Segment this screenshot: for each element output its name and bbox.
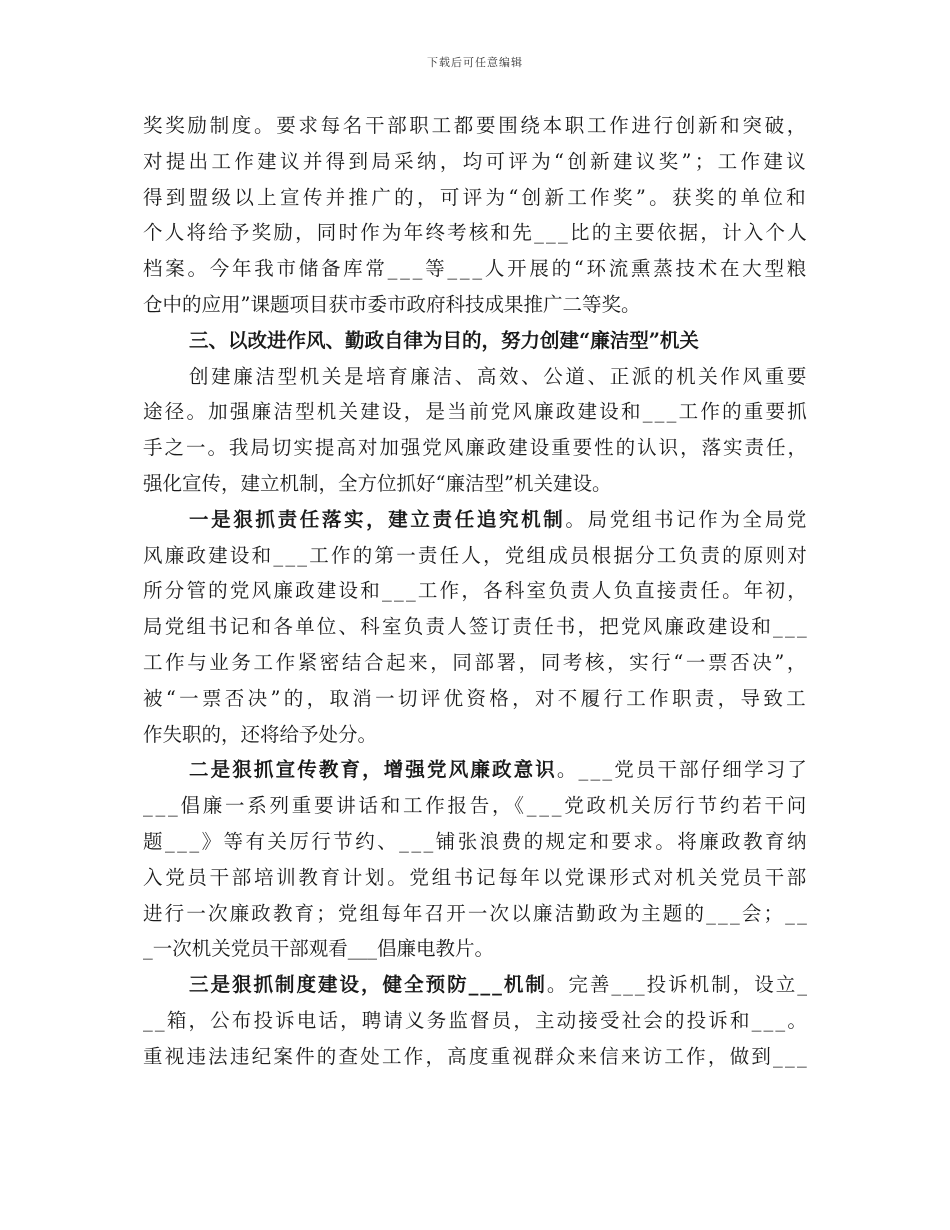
- text-line: [143, 359, 809, 395]
- text-line: [143, 645, 809, 681]
- page-header: 下载后可任意编辑: [427, 56, 523, 69]
- line-text: 题___》等有关厉行节约、___铺张浪费的规定和要求。将廉政教育纳: [143, 829, 809, 853]
- bold-lead: 一是狠抓责任落实，建立责任追究机制: [189, 507, 566, 531]
- text-line: [143, 538, 809, 574]
- line-text: 工作与业务工作紧密结合起来，同部署，同考核，实行“一票否决”，: [143, 650, 809, 674]
- line-text: 进行一次廉政教育；党组每年召开一次以廉洁勤政为主题的___会；__: [143, 901, 809, 925]
- text-line: [143, 860, 809, 896]
- text-line: [143, 752, 809, 788]
- text-line: [143, 287, 809, 323]
- line-text: 得到盟级以上宣传并推广的，可评为“创新工作奖”。获奖的单位和: [143, 185, 809, 209]
- line-text: 。___党员干部仔细学习了: [556, 758, 809, 782]
- text-line: [143, 430, 809, 466]
- text-line: [143, 931, 809, 967]
- text-line: [143, 896, 809, 932]
- line-text: _一次机关党员干部观看___倡廉电教片。: [143, 937, 495, 961]
- text-line: [143, 1003, 809, 1039]
- line-text: 风廉政建设和___工作的第一责任人，党组成员根据分工负责的原则对: [143, 543, 809, 567]
- line-text: 三、以改进作风、勤政自律为目的，努力创建“廉洁型”机关: [189, 328, 699, 352]
- text-line: [143, 573, 809, 609]
- text-line: [143, 466, 809, 502]
- text-line: [143, 180, 809, 216]
- text-line: [143, 681, 809, 717]
- text-line: [143, 717, 809, 753]
- text-line: [143, 251, 809, 287]
- line-text: 局党组书记和各单位、科室负责人签订责任书，把党风廉政建设和___: [143, 615, 809, 639]
- line-text: 作失职的，还将给予处分。: [143, 722, 378, 746]
- line-text: 。局党组书记作为全局党: [565, 507, 809, 531]
- text-line: [143, 967, 809, 1003]
- line-text: ___倡廉一系列重要讲话和工作报告，《___党政机关厉行节约若干问: [143, 794, 809, 818]
- text-line: [143, 788, 809, 824]
- line-text: 手之一。我局切实提高对加强党风廉政建设重要性的认识，落实责任，: [143, 436, 809, 460]
- text-line: [143, 502, 809, 538]
- line-text: 个人将给予奖励，同时作为年终考核和先___比的主要依据，计入个人: [143, 221, 809, 245]
- line-text: 对提出工作建议并得到局采纳，均可评为“创新建议奖”；工作建议: [143, 149, 809, 173]
- line-text: 。完善___投诉机制，设立_: [546, 973, 809, 997]
- text-line: [143, 1039, 809, 1075]
- text-line: [143, 144, 809, 180]
- text-line: [143, 824, 809, 860]
- bold-lead: 三是狠抓制度建设，健全预防___机制: [189, 973, 547, 997]
- document-body: [143, 108, 809, 1075]
- text-line: [143, 108, 809, 144]
- text-line: [143, 215, 809, 251]
- line-text: 创建廉洁型机关是培育廉洁、高效、公道、正派的机关作风重要: [189, 364, 809, 388]
- bold-lead: 二是狠抓宣传教育，增强党风廉政意识: [189, 758, 557, 782]
- line-text: 强化宣传，建立机制，全方位抓好“廉洁型”机关建设。: [143, 471, 612, 495]
- line-text: 入党员干部培训教育计划。党组书记每年以党课形式对机关党员干部: [143, 865, 809, 889]
- line-text: 档案。今年我市储备库常___等___人开展的“环流熏蒸技术在大型粮: [143, 257, 809, 281]
- line-text: __箱，公布投诉电话，聘请义务监督员，主动接受社会的投诉和___。: [143, 1008, 809, 1032]
- section-heading: [143, 323, 809, 359]
- line-text: 仓中的应用”课题项目获市委市政府科技成果推广二等奖。: [143, 292, 641, 316]
- line-text: 奖奖励制度。要求每名干部职工都要围绕本职工作进行创新和突破，: [143, 114, 809, 137]
- text-line: [143, 609, 809, 645]
- line-text: 途径。加强廉洁型机关建设，是当前党风廉政建设和___工作的重要抓: [143, 400, 809, 424]
- line-text: 所分管的党风廉政建设和___工作，各科室负责人负直接责任。年初，: [143, 579, 809, 603]
- text-line: [143, 394, 809, 430]
- line-text: 被“一票否决”的，取消一切评优资格，对不履行工作职责，导致工: [143, 686, 809, 710]
- line-text: 重视违法违纪案件的查处工作，高度重视群众来信来访工作，做到___: [143, 1044, 809, 1068]
